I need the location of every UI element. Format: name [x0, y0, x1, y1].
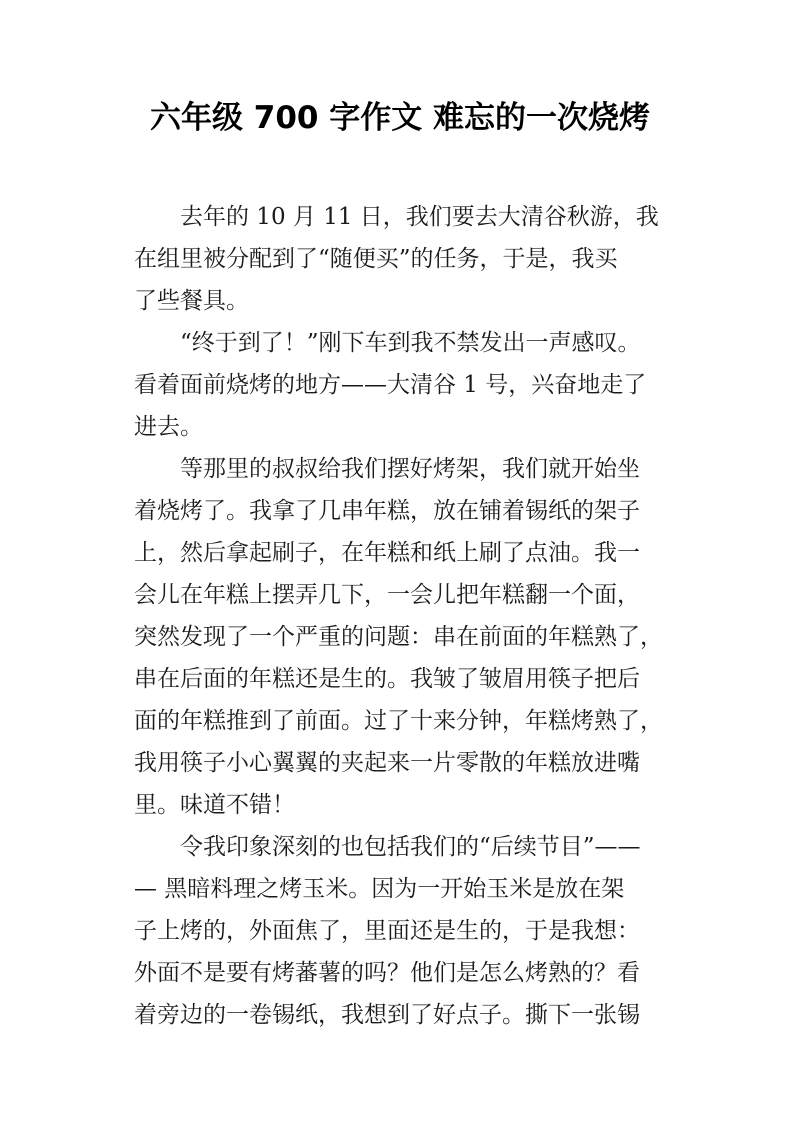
- text-line: 进去。: [134, 414, 203, 440]
- text-line: — 黑暗料理之烤玉米。因为一开始玉米是放在架: [134, 876, 625, 902]
- text-line: 去年的 10 月 11 日，我们要去大清谷秋游，我: [180, 204, 659, 230]
- text-line: 外面不是要有烤蕃薯的吗？他们是怎么烤熟的？看: [134, 960, 640, 986]
- text-line: “终于到了！”刚下车到我不禁发出一声感叹。: [180, 330, 641, 356]
- text-line: 里。味道不错！: [134, 792, 295, 818]
- text-line: 子上烤的，外面焦了，里面还是生的，于是我想：: [134, 918, 640, 944]
- document-body: [134, 196, 674, 1036]
- text-line: 串在后面的年糕还是生的。我皱了皱眉用筷子把后: [134, 666, 640, 692]
- text-line: 看着面前烧烤的地方——大清谷 1 号，兴奋地走了: [134, 372, 647, 398]
- text-line: 着旁边的一卷锡纸，我想到了好点子。撕下一张锡: [134, 1002, 640, 1028]
- text-line: 面的年糕推到了前面。过了十来分钟，年糕烤熟了，: [134, 708, 663, 734]
- text-line: 令我印象深刻的也包括我们的“后续节目”——: [180, 834, 641, 860]
- text-line: 突然发现了一个严重的问题：串在前面的年糕熟了，: [134, 624, 663, 650]
- document-title: 六年级 700 字作文 难忘的一次烧烤: [149, 100, 651, 136]
- text-line: 上，然后拿起刷子，在年糕和纸上刷了点油。我一: [134, 540, 640, 566]
- text-line: 我用筷子小心翼翼的夹起来一片零散的年糕放进嘴: [134, 750, 640, 776]
- text-line: 着烧烤了。我拿了几串年糕，放在铺着锡纸的架子: [134, 498, 640, 524]
- text-line: 了些餐具。: [134, 288, 249, 314]
- text-line: 会儿在年糕上摆弄几下，一会儿把年糕翻一个面，: [134, 582, 640, 608]
- text-line: 等那里的叔叔给我们摆好烤架，我们就开始坐: [180, 456, 640, 482]
- text-line: 在组里被分配到了“随便买”的任务，于是，我买: [134, 246, 618, 272]
